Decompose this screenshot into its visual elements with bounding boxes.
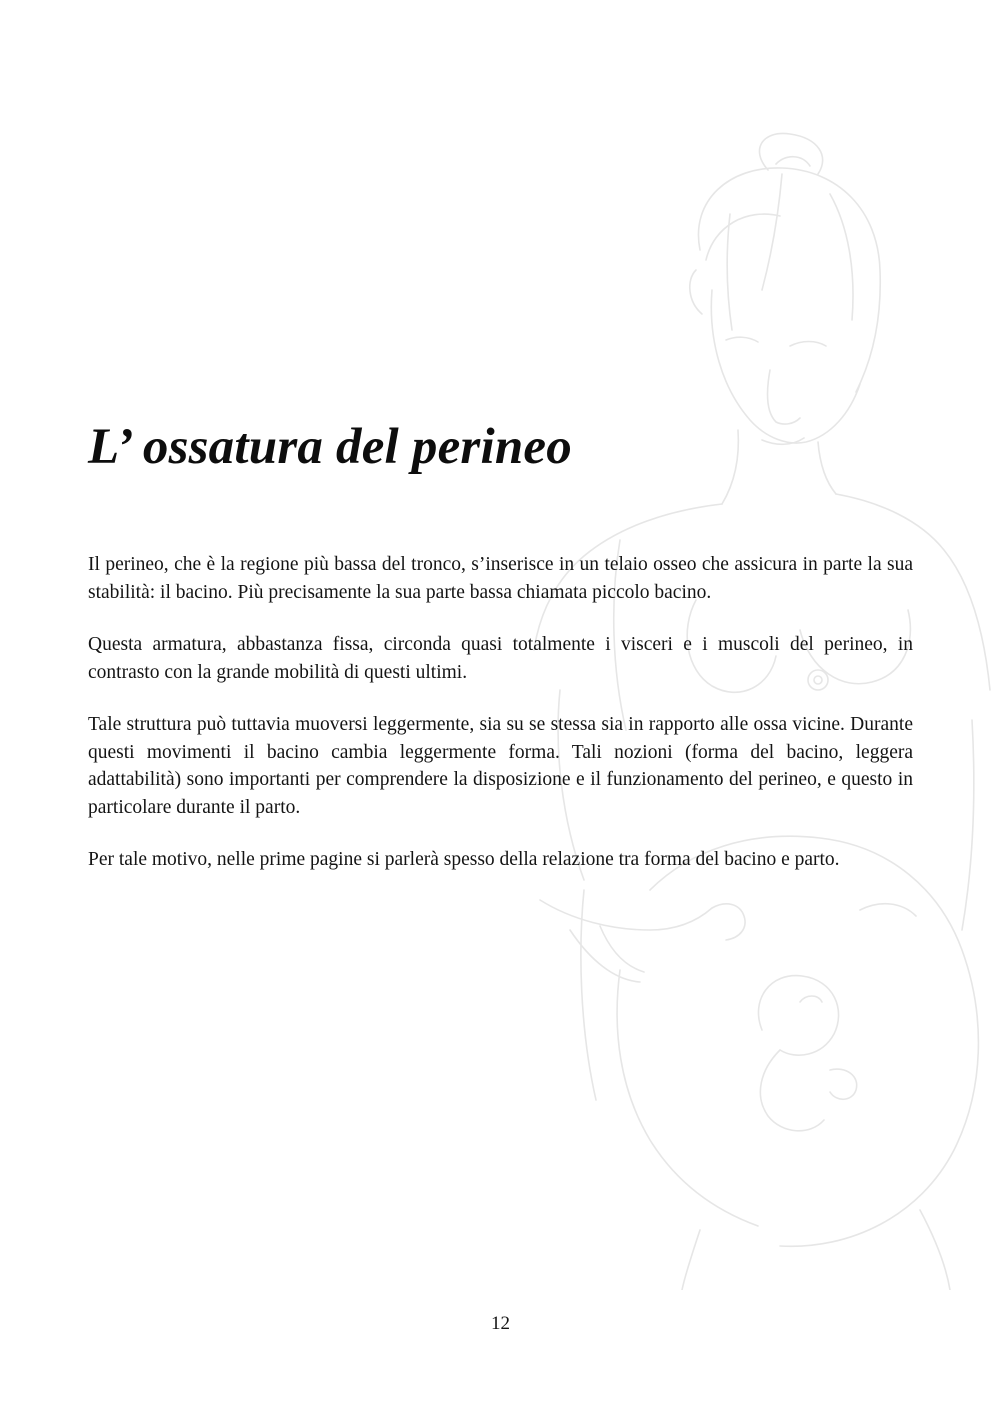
body-text: [88, 551, 913, 899]
paragraph: Per tale motivo, nelle prime pagine si parlerà spesso della relazione tra forma del bacino e parto.: [88, 849, 840, 870]
page-number: 12: [491, 1313, 510, 1334]
paragraph: Tale struttura può tuttavia muoversi leggermente, sia su se stessa sia in rapporto alle ossa vicine. Durante questi movimenti il bacino cambia leggermente forma. Tali nozioni (forma del bacino, leggera adattabilità) sono importanti per comprendere la disposizione e il funzionamento del perineo, e questo in particolare durante il parto.: [88, 714, 913, 818]
page-title: L’ ossatura del perineo: [88, 419, 572, 475]
paragraph: Il perineo, che è la regione più bassa del tronco, s’inserisce in un telaio osseo che assicura in parte la sua stabilità: il bacino. Più precisamente la sua parte bassa chiamata piccolo bacino.: [88, 554, 913, 603]
paragraph: Questa armatura, abbastanza fissa, circonda quasi totalmente i visceri e i muscoli del perineo, in contrasto con la grande mobilità di questi ultimi.: [88, 634, 913, 683]
